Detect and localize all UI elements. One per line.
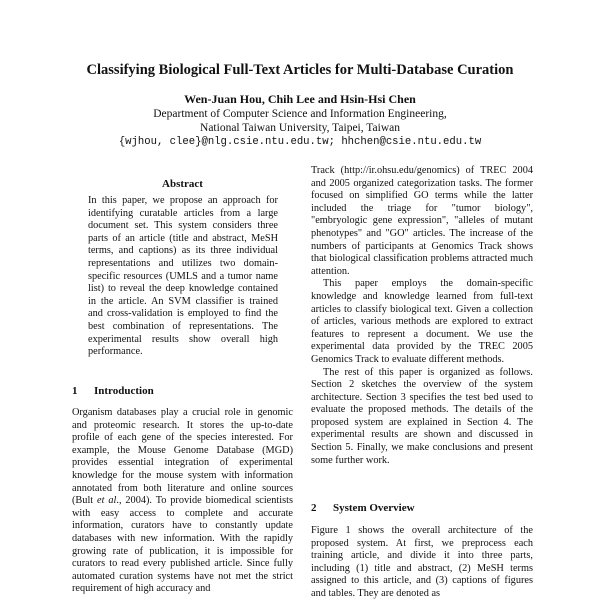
author-emails: {wjhou, clee}@nlg.csie.ntu.edu.tw; hhchen@csie.ntu.edu.tw [118, 136, 482, 148]
right-paragraph-1: Track (http://ir.ohsu.edu/genomics) of TREC 2004 and 2005 organized categorization tasks. The former focused on simplified GO terms while the latter included the triage for "tumor biology", "embryologic gene expression", "alleles of mutant phenotypes" and "GO" articles. The increase of the numbers of participants at Genomics Track shows that biological classification problems attracted much attention. [311, 165, 533, 277]
intro-et-al: et al [97, 495, 117, 507]
section-1-body [72, 407, 293, 596]
section-2-body: Figure 1 shows the overall architecture of the proposed system. At first, we preprocess each training article, and divide it into three parts, including (1) title and abstract, (2) MeSH terms assigned to this article, and (3) captions of figures and tables. They are denoted as [311, 525, 533, 599]
section-2-title: System Overview [333, 502, 415, 514]
abstract-heading: Abstract [162, 178, 203, 190]
section-2-heading [311, 502, 415, 514]
intro-text-part-1: Organism databases play a crucial role in genomic and proteomic research. It stores the up-to-date profile of each gene of the species interested. For example, the Mouse Genome Database (MGD) provides essential integration of experimental knowledge for the mouse system with information annotated from both literature and online sources (Bult [72, 407, 293, 507]
author-list: Wen-Juan Hou, Chih Lee and Hsin-Hsi Chen [184, 92, 416, 106]
section-1-title: Introduction [94, 385, 154, 397]
right-paragraph-2: This paper employs the domain-specific knowledge and knowledge learned from full-text articles to classify biological text. Given a collection of articles, various methods are explored to extract features to represent a document. We use the experimental data provided by the TREC 2005 Genomics Track to evaluate different methods. [311, 278, 533, 365]
paper-title: Classifying Biological Full-Text Articles for Multi-Database Curation [86, 62, 514, 78]
right-column-body [311, 165, 533, 467]
affiliation-line-2: National Taiwan University, Taipei, Taiwan [200, 122, 400, 134]
affiliation-line-1: Department of Computer Science and Information Engineering, [153, 108, 447, 120]
right-paragraph-3: The rest of this paper is organized as follows. Section 2 sketches the overview of the system architecture. Section 3 specifies the test bed used to evaluate the proposed methods. The details of the proposed system are explained in Section 4. The experimental results are shown and discussed in Section 5. Finally, we make conclusions and present some further work. [311, 366, 533, 466]
section-1-heading [72, 385, 154, 397]
abstract-text: In this paper, we propose an approach for identifying curatable articles from a large document set. This system considers three parts of an article (title and abstract, MeSH terms, and captions) as its three individual representations and utilizes two domain-specific resources (UMLS and a tumor name list) to reveal the deep knowledge contained in the article. An SVM classifier is trained and cross-validation is employed to find the best combination of representations. The experimental results show overall high performance. [88, 195, 278, 358]
intro-text-part-2: ., 2004). To provide biomedical scientists with easy access to complete and accurate information, curators have to constantly update databases with new information. With the rapidly growing rate of publication, it is impossible for curators to read every published article. Since fully automated curation systems have not met the strict requirement of high accuracy and [72, 495, 293, 595]
section-1-number: 1 [72, 385, 78, 397]
section-2-number: 2 [311, 502, 317, 514]
